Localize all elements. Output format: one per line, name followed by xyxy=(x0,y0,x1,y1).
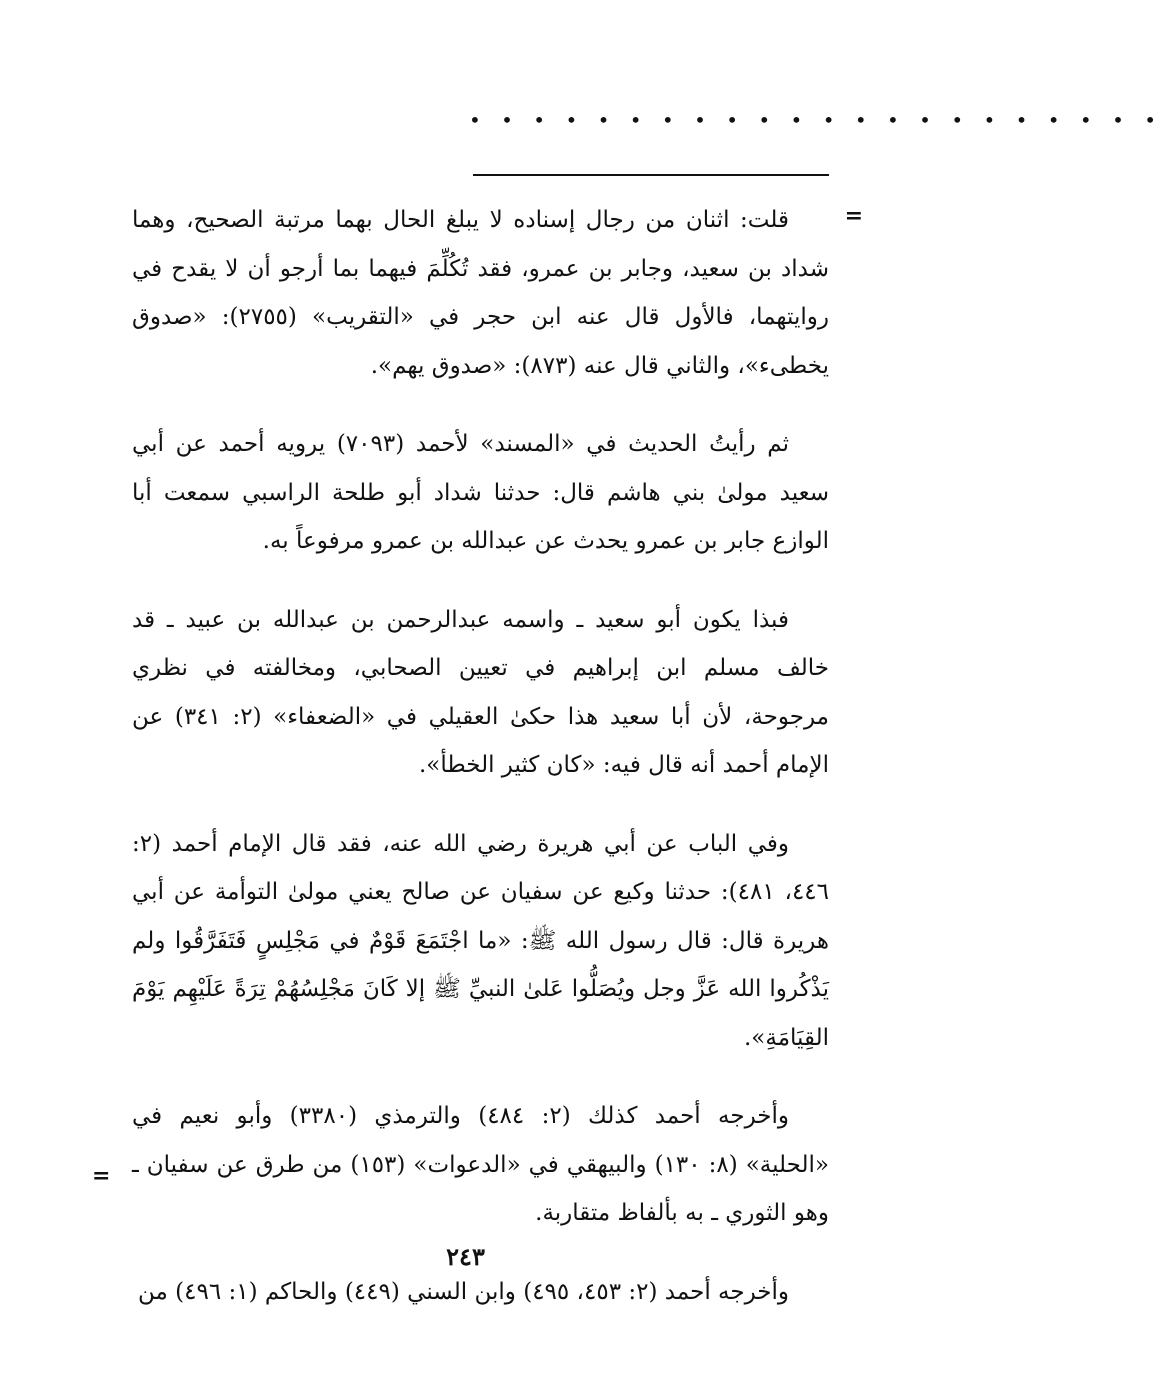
paragraph-3: فبذا يكون أبو سعيد ـ واسمه عبدالرحمن بن عبدالله بن عبيد ـ قد خالف مسلم ابن إبراهيم في تعيين الصحابي، ومخالفته في نظري مرجوحة، لأن أبا سعيد هذا حكىٰ العقيلي في «الضعفاء» (٢: ٣٤١) عن الإمام أحمد أنه قال فيه: «كان كثير الخطأ». xyxy=(132,606,829,778)
continuation-marker-top: = xyxy=(844,203,863,229)
continuation-marker-bottom: = xyxy=(92,1163,111,1189)
paragraph-6: وأخرجه أحمد (٢: ٤٥٣، ٤٩٥) وابن السني (٤٤٩) والحاكم (١: ٤٩٦) من xyxy=(138,1278,789,1305)
paragraph-5: وأخرجه أحمد كذلك (٢: ٤٨٤) والترمذي (٣٣٨٠) وأبو نعيم في «الحلية» (٨: ١٣٠) والبيهقي في «الدعوات» (١٥٣) من طرق عن سفيان ـ وهو الثوري ـ به بألفاظ متقاربة. xyxy=(132,1103,829,1226)
footnote-text xyxy=(132,196,829,1316)
paragraph-2: ثم رأيتُ الحديث في «المسند» لأحمد (٧٠٩٣) يرويه أحمد عن أبي سعيد مولىٰ بني هاشم قال: حدثنا شداد أبو طلحة الراسبي سمعت أبا الوازع جابر بن عمرو يحدث عن عبدالله بن عمرو مرفوعاً به. xyxy=(132,431,829,554)
page-number: ٢٤٣ xyxy=(446,1242,485,1271)
paragraph-1: قلت: اثنان من رجال إسناده لا يبلغ الحال بهما مرتبة الصحيح، وهما شداد بن سعيد، وجابر بن عمرو، فقد تُكُلِّمَ فيهما بما أرجو أن لا يقدح في روايتهما، فالأول قال عنه ابن حجر في «التقريب» (٢٧٥٥): «صدوق يخطىء»، والثاني قال عنه (٨٧٣): «صدوق يهم». xyxy=(132,207,829,379)
footnote-rule xyxy=(473,174,829,176)
paragraph-4: وفي الباب عن أبي هريرة رضي الله عنه، فقد قال الإمام أحمد (٢: ٤٤٦، ٤٨١): حدثنا وكيع عن سفيان عن صالح يعني مولىٰ التوأمة عن أبي هريرة قال: قال رسول الله ﷺ: «ما اجْتَمَعَ قَوْمٌ في مَجْلِسٍ فَتَفَرَّقُوا ولم يَذْكُروا الله عَزَّ وجل ويُصَلُّوا عَلىٰ النبيِّ ﷺ إلا كَانَ مَجْلِسُهُمْ تِرَةً عَلَيْهِم يَوْمَ القِيَامَةِ». xyxy=(132,830,829,1051)
separator-dots: • • • • • • • • • • • • • • • • • • • • • • xyxy=(469,108,1163,132)
